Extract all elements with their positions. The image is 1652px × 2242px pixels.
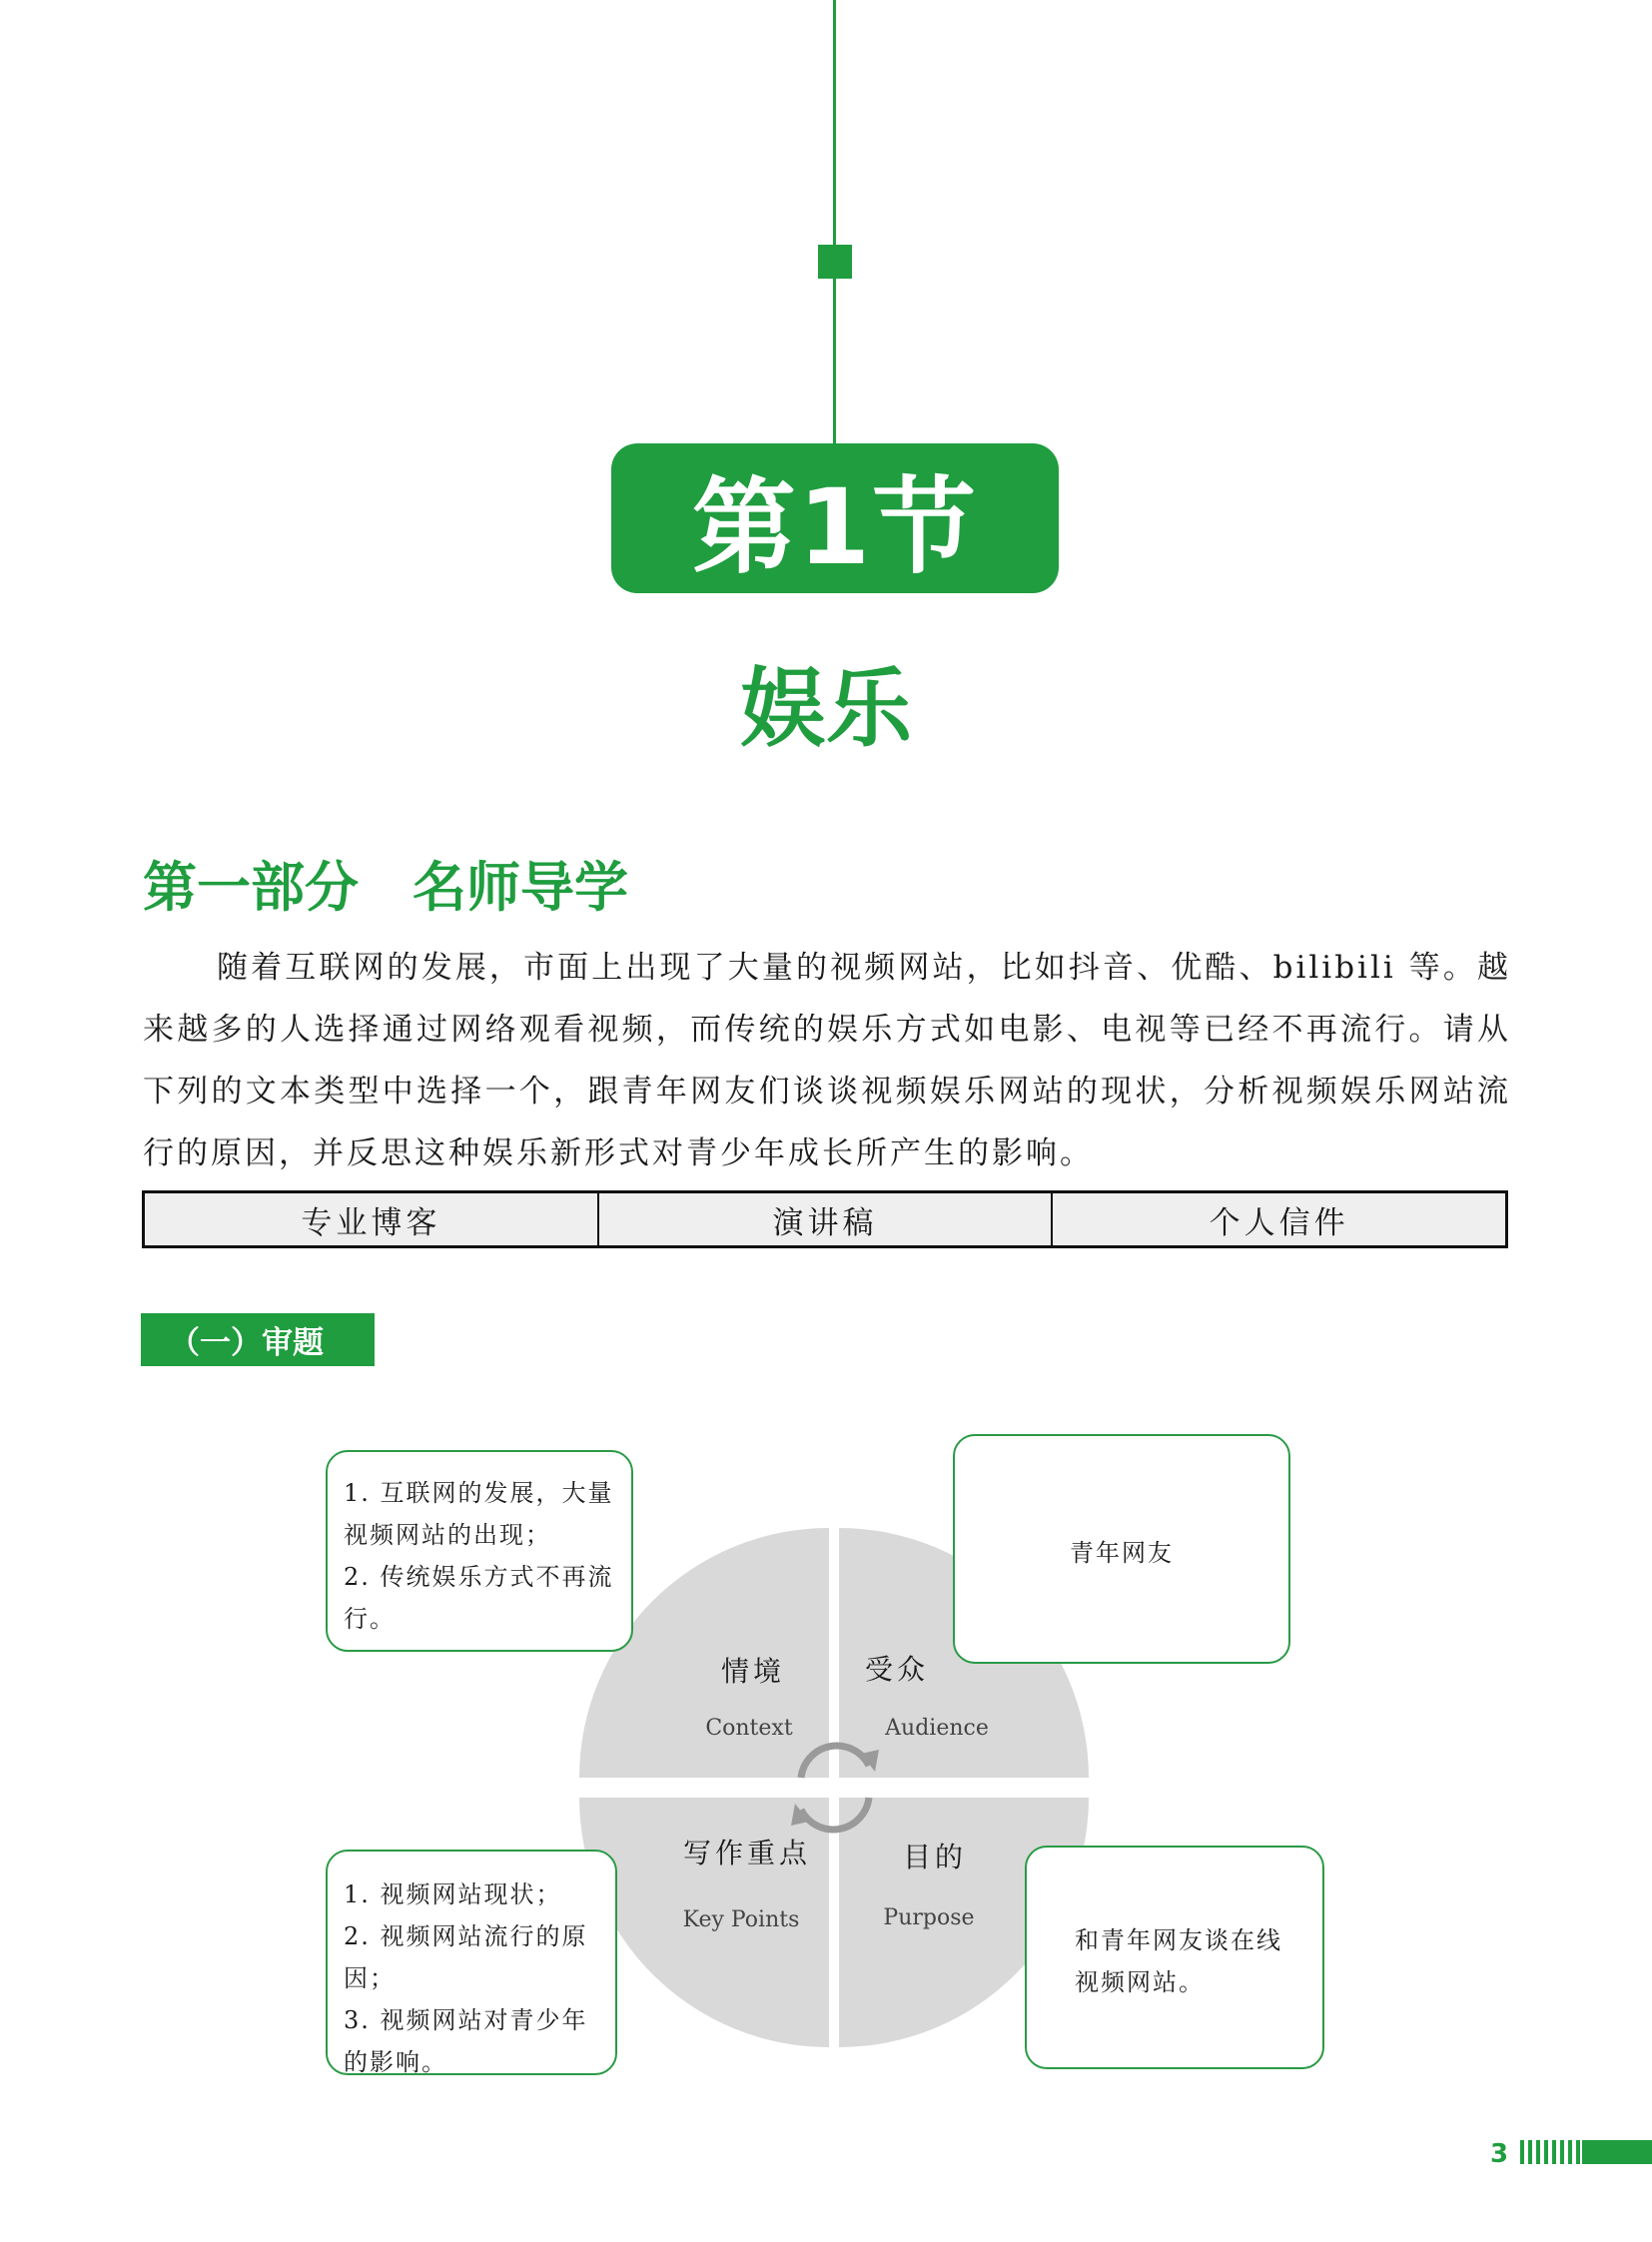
section-label: （一）审题 [141,1313,375,1366]
context-sub: Context [705,1716,793,1741]
audience-box [953,1434,1290,1664]
part-title: 第一部分 名师导学 [143,856,628,919]
footer-bar [1582,2140,1652,2164]
text-type-table [142,1190,1508,1248]
key-point-item: 1. 视频网站现状； [344,1880,562,1908]
key-points-box [326,1850,617,2075]
context-item: 2. 传统娱乐方式不再流行。 [344,1563,614,1633]
section-title: 娱乐 [740,659,912,759]
section-badge: 第1节 [611,443,1059,593]
decorative-square [818,245,852,279]
text-type-cell: 专业博客 [145,1193,599,1245]
context-box [326,1450,633,1652]
page-number: 3 [1490,2139,1509,2169]
intro-paragraph: 随着互联网的发展，市面上出现了大量的视频网站，比如抖音、优酷、bilibili 等。越来越多的人选择通过网络观看视频，而传统的娱乐方式如电影、电视等已经不再流行。请从下列的文本类型中选择一个，跟青年网友们谈谈视频娱乐网站的现状，分析视频娱乐网站流行的原因，并反思这种娱乐新形式对青少年成长所产生的影响。 [143,950,1511,1171]
text-type-cell: 个人信件 [1209,1204,1349,1241]
key-point-item: 2. 视频网站流行的原因； [344,1922,588,1992]
purpose-sub: Purpose [883,1905,975,1930]
audience-label: 受众 [864,1653,929,1686]
footer-stripes [1520,2140,1584,2164]
key-points-sub: Key Points [682,1907,800,1932]
purpose-label: 目的 [902,1841,967,1873]
purpose-box [1025,1846,1324,2069]
decorative-vertical-line [833,0,836,446]
audience-sub: Audience [885,1716,989,1741]
context-item: 1. 互联网的发展，大量视频网站的出现； [344,1479,614,1549]
context-label: 情境 [720,1655,785,1688]
text-type-cell: 演讲稿 [599,1193,1054,1245]
audience-value: 青年网友 [1070,1539,1174,1567]
key-points-label: 写作重点 [682,1837,811,1869]
purpose-value: 和青年网友谈在线视频网站。 [1075,1926,1282,1996]
key-point-item: 3. 视频网站对青少年的影响。 [344,2006,588,2076]
